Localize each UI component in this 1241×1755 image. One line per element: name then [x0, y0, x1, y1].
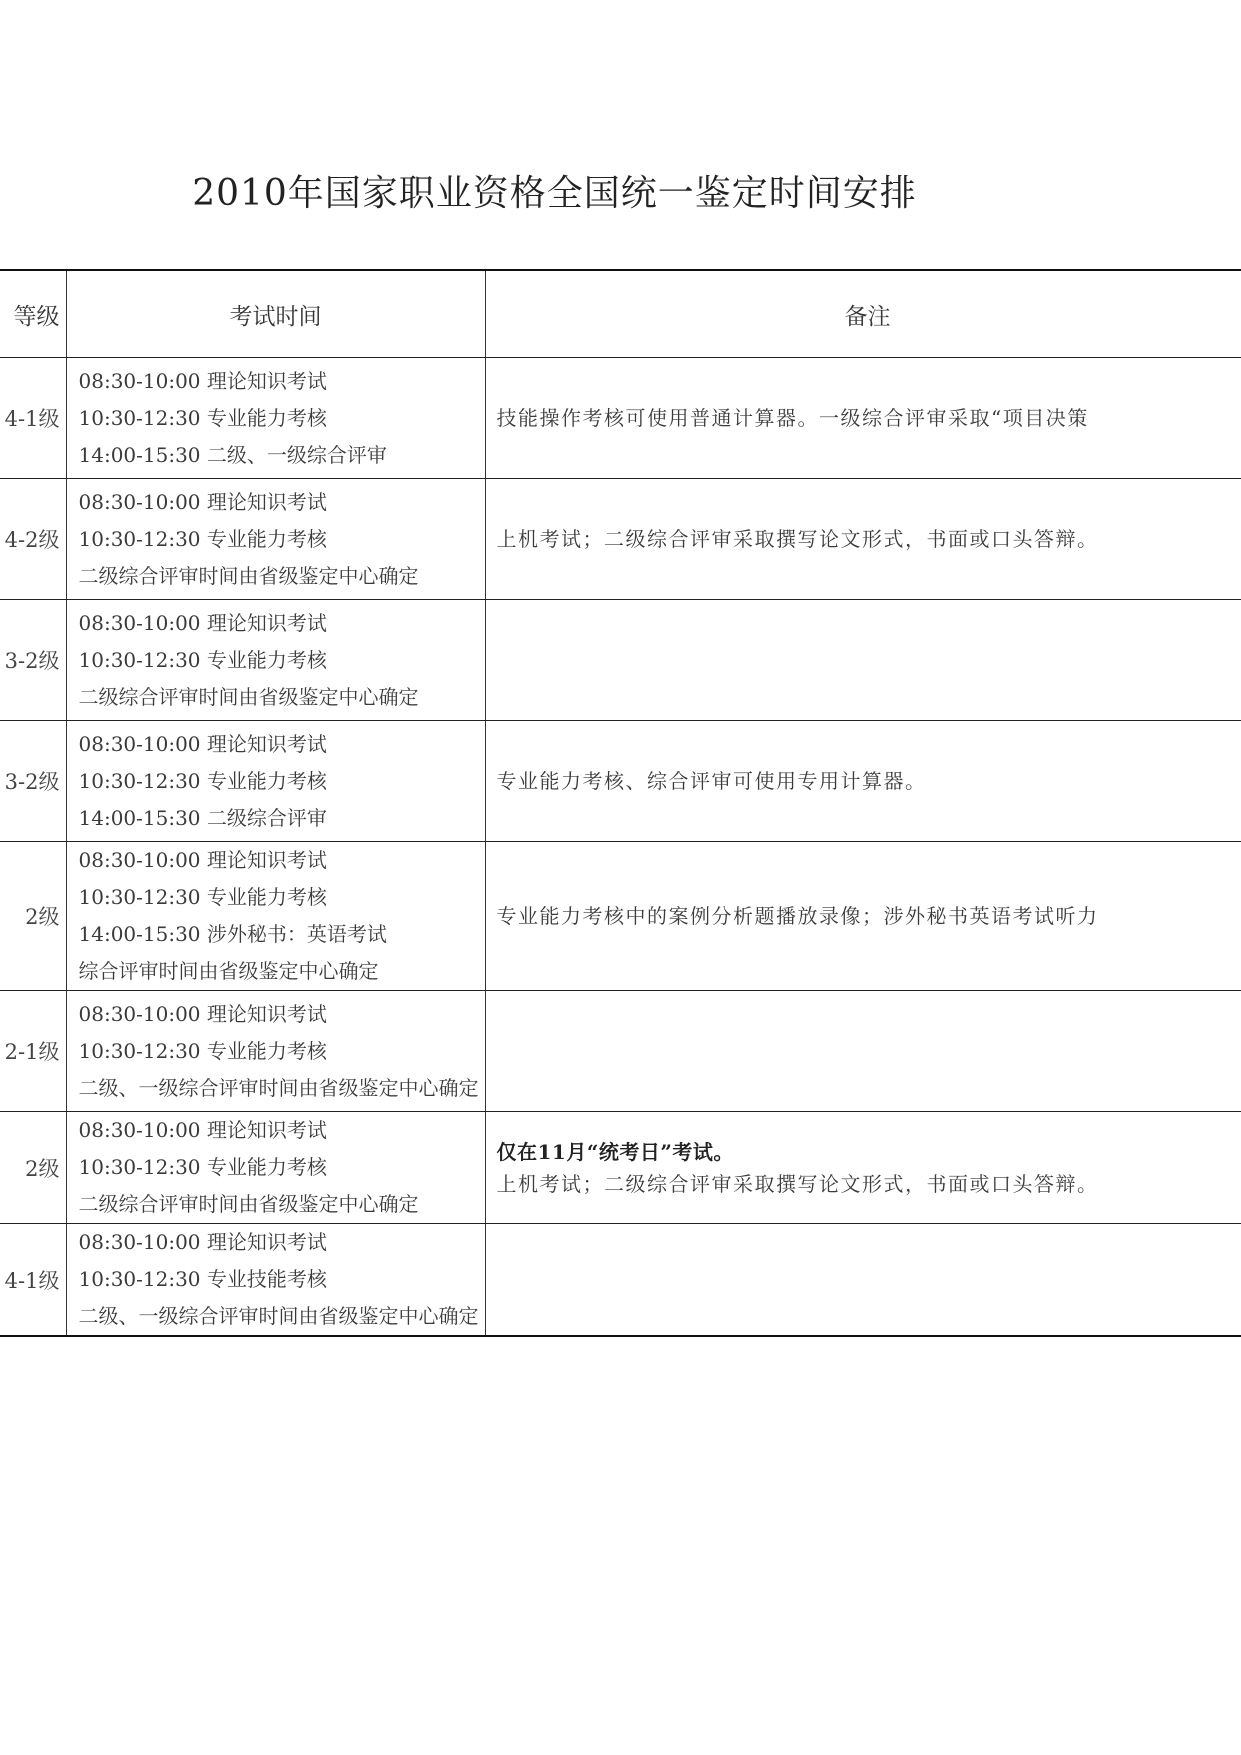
header-time: 考试时间: [66, 270, 485, 358]
level-cell: 4-1级: [0, 358, 66, 479]
level-cell: 3-2级: [0, 721, 66, 842]
time-line: 10:30-12:30 专业能力考核: [78, 885, 327, 909]
time-line: 08:30-10:00 理论知识考试: [78, 1001, 327, 1026]
table-row: [0, 479, 1241, 600]
note-text: 上机考试；二级综合评审采取撰写论文形式，书面或口头答辩。: [496, 1171, 1099, 1196]
note-text: 专业能力考核中的案例分析题播放录像；涉外秘书英语考试听力: [496, 904, 1099, 928]
time-line: 08:30-10:00 理论知识考试: [78, 368, 327, 393]
table-row: [0, 842, 1241, 991]
page-title: 2010年国家职业资格全国统一鉴定时间安排: [192, 173, 917, 214]
exam-schedule-table: [0, 269, 1241, 1337]
time-line: 08:30-10:00 理论知识考试: [78, 1118, 327, 1142]
note-text: 专业能力考核、综合评审可使用专用计算器。: [496, 769, 927, 793]
time-cell: [66, 721, 485, 842]
time-line: 14:00-15:30 二级、一级综合评审: [78, 442, 387, 467]
time-cell: [66, 1224, 485, 1337]
note-cell: [485, 842, 1241, 991]
time-line: 08:30-10:00 理论知识考试: [78, 610, 327, 635]
time-cell: [66, 842, 485, 991]
level-cell: 2级: [0, 842, 66, 991]
time-line: 10:30-12:30 专业技能考核: [78, 1267, 327, 1291]
note-cell: [485, 721, 1241, 842]
time-line: 10:30-12:30 专业能力考核: [78, 1155, 327, 1179]
table-row: [0, 600, 1241, 721]
level-cell: 4-2级: [0, 479, 66, 600]
time-line: 二级综合评审时间由省级鉴定中心确定: [78, 563, 419, 588]
time-line: 10:30-12:30 专业能力考核: [78, 647, 327, 672]
level-cell: 3-2级: [0, 600, 66, 721]
note-emphasis: 仅在11月“统考日”考试。: [496, 1139, 734, 1164]
time-cell: [66, 991, 485, 1112]
note-cell: [485, 1112, 1241, 1224]
table-row: [0, 991, 1241, 1112]
note-cell: [485, 358, 1241, 479]
time-cell: [66, 358, 485, 479]
note-cell: [485, 479, 1241, 600]
time-cell: [66, 479, 485, 600]
time-line: 二级、一级综合评审时间由省级鉴定中心确定: [78, 1075, 479, 1100]
note-text: 上机考试；二级综合评审采取撰写论文形式，书面或口头答辩。: [496, 527, 1099, 551]
table-row: [0, 1112, 1241, 1224]
time-line: 10:30-12:30 专业能力考核: [78, 405, 327, 430]
table-row: [0, 721, 1241, 842]
time-line: 08:30-10:00 理论知识考试: [78, 848, 327, 872]
note-cell: [485, 991, 1241, 1112]
header-level: 等级: [0, 270, 66, 358]
time-cell: [66, 1112, 485, 1224]
time-line: 二级综合评审时间由省级鉴定中心确定: [78, 684, 419, 709]
time-line: 08:30-10:00 理论知识考试: [78, 1230, 327, 1254]
table-row: [0, 358, 1241, 479]
time-line: 二级、一级综合评审时间由省级鉴定中心确定: [78, 1304, 479, 1328]
level-cell: 2-1级: [0, 991, 66, 1112]
time-line: 10:30-12:30 专业能力考核: [78, 1038, 327, 1063]
time-line: 二级综合评审时间由省级鉴定中心确定: [78, 1192, 419, 1216]
time-line: 10:30-12:30 专业能力考核: [78, 768, 327, 793]
level-cell: 2级: [0, 1112, 66, 1224]
time-line: 08:30-10:00 理论知识考试: [78, 489, 327, 514]
time-line: 10:30-12:30 专业能力考核: [78, 526, 327, 551]
note-cell: [485, 1224, 1241, 1337]
table-header-row: [0, 270, 1241, 358]
table-row: [0, 1224, 1241, 1337]
note-text: 技能操作考核可使用普通计算器。一级综合评审采取“项目决策: [496, 406, 1089, 430]
time-line: 14:00-15:30 涉外秘书：英语考试: [78, 922, 387, 946]
time-line: 08:30-10:00 理论知识考试: [78, 731, 327, 756]
time-line: 综合评审时间由省级鉴定中心确定: [78, 959, 379, 983]
header-note: 备注: [485, 270, 1241, 358]
time-cell: [66, 600, 485, 721]
level-cell: 4-1级: [0, 1224, 66, 1337]
note-cell: [485, 600, 1241, 721]
time-line: 14:00-15:30 二级综合评审: [78, 805, 327, 830]
